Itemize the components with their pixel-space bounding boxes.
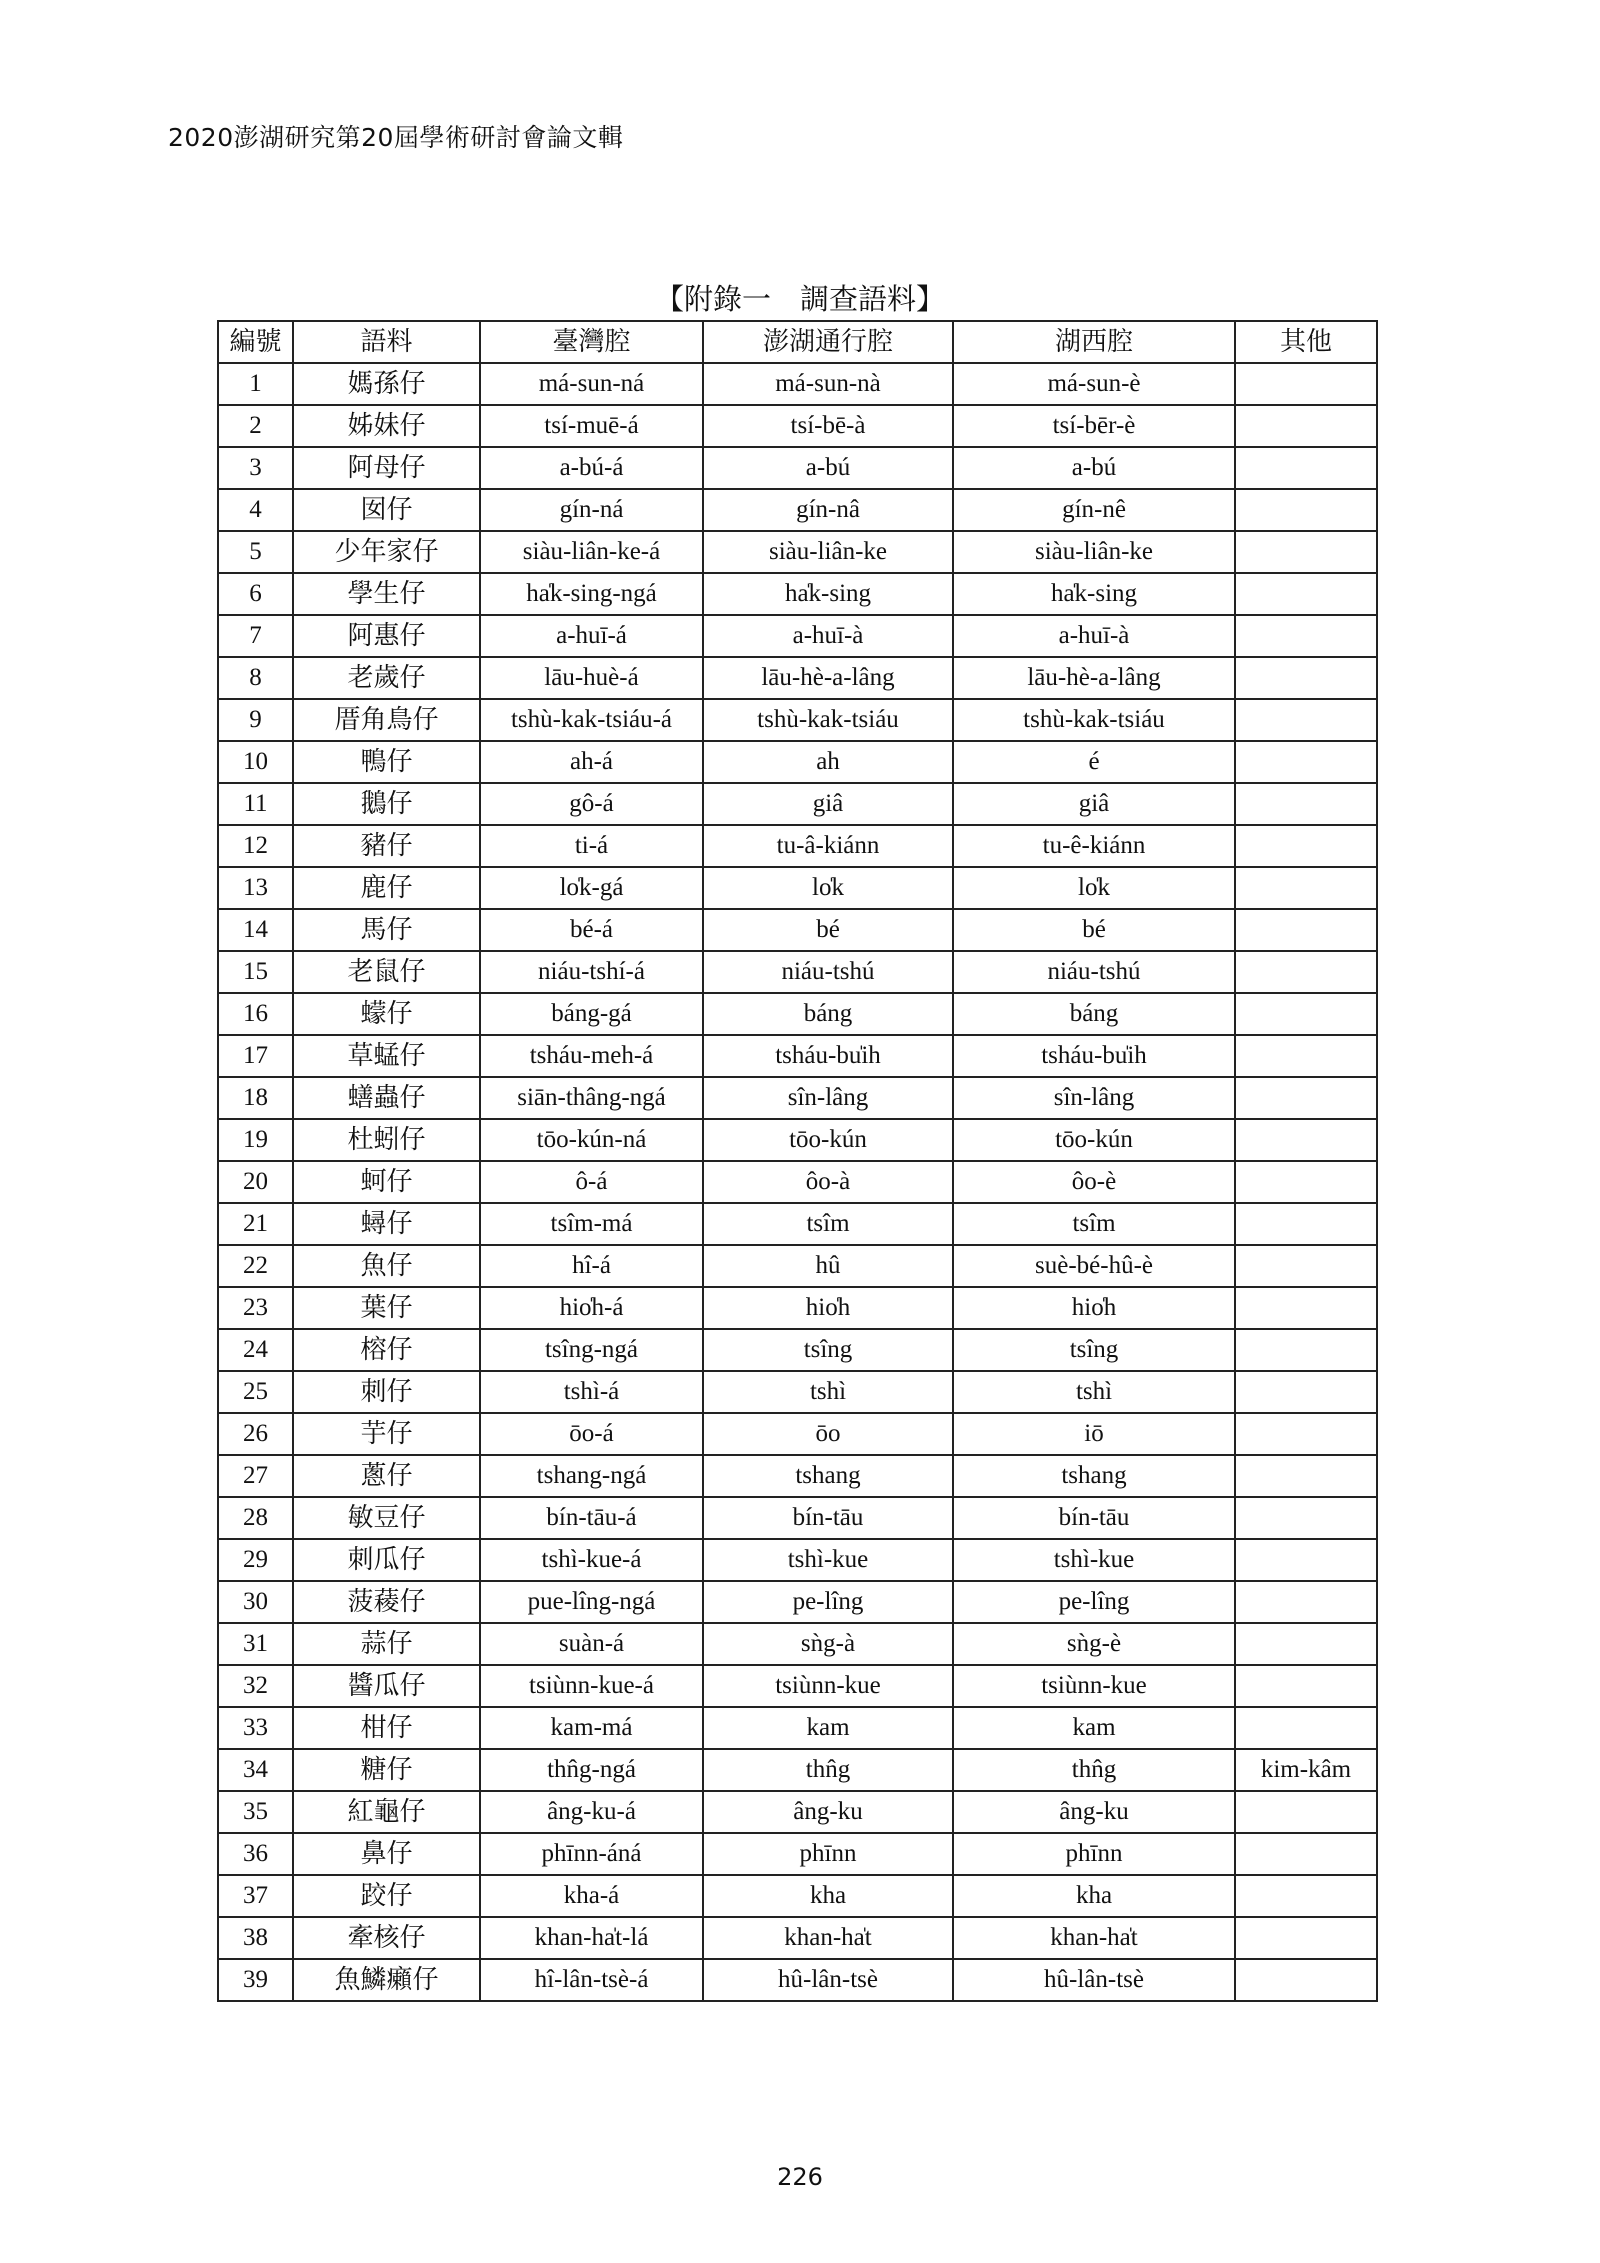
penghu-common-accent-cell: tshang <box>703 1455 953 1497</box>
huxi-accent-cell: tshang <box>953 1455 1235 1497</box>
table-row <box>218 1833 1377 1875</box>
row-number-cell: 8 <box>218 657 293 699</box>
word-cell: 跤仔 <box>293 1875 480 1917</box>
taiwan-accent-cell: tshù-kak-tsiáu-á <box>480 699 703 741</box>
row-number-cell: 33 <box>218 1707 293 1749</box>
penghu-common-accent-cell: ah <box>703 741 953 783</box>
table-row <box>218 489 1377 531</box>
other-cell <box>1235 1581 1377 1623</box>
taiwan-accent-cell: tshang-ngá <box>480 1455 703 1497</box>
penghu-common-accent-cell: sîn-lâng <box>703 1077 953 1119</box>
taiwan-accent-cell: ah-á <box>480 741 703 783</box>
taiwan-accent-cell: tsîm-má <box>480 1203 703 1245</box>
word-cell: 刺仔 <box>293 1371 480 1413</box>
row-number-cell: 4 <box>218 489 293 531</box>
word-cell: 牽核仔 <box>293 1917 480 1959</box>
other-cell <box>1235 1077 1377 1119</box>
huxi-accent-cell: khan-ha̍t <box>953 1917 1235 1959</box>
row-number-cell: 2 <box>218 405 293 447</box>
huxi-accent-cell: má-sun-è <box>953 363 1235 405</box>
table-row <box>218 867 1377 909</box>
penghu-common-accent-cell: giâ <box>703 783 953 825</box>
taiwan-accent-cell: bé-á <box>480 909 703 951</box>
other-cell <box>1235 1665 1377 1707</box>
penghu-common-accent-cell: niáu-tshú <box>703 951 953 993</box>
huxi-accent-cell: tshì-kue <box>953 1539 1235 1581</box>
penghu-common-accent-cell: a-huī-à <box>703 615 953 657</box>
penghu-common-accent-cell: bín-tāu <box>703 1497 953 1539</box>
taiwan-accent-cell: siān-thâng-ngá <box>480 1077 703 1119</box>
huxi-accent-cell: ôo-è <box>953 1161 1235 1203</box>
row-number-cell: 3 <box>218 447 293 489</box>
word-cell: 豬仔 <box>293 825 480 867</box>
column-header-penghu-common-accent: 澎湖通行腔 <box>703 321 953 363</box>
other-cell <box>1235 531 1377 573</box>
huxi-accent-cell: bín-tāu <box>953 1497 1235 1539</box>
huxi-accent-cell: tsîm <box>953 1203 1235 1245</box>
row-number-cell: 31 <box>218 1623 293 1665</box>
huxi-accent-cell: âng-ku <box>953 1791 1235 1833</box>
table-row <box>218 447 1377 489</box>
table-row <box>218 1119 1377 1161</box>
other-cell <box>1235 489 1377 531</box>
huxi-accent-cell: lo̍k <box>953 867 1235 909</box>
word-cell: 囡仔 <box>293 489 480 531</box>
column-header-id: 編號 <box>218 321 293 363</box>
row-number-cell: 15 <box>218 951 293 993</box>
table-title: 【附錄一 調查語料】 <box>654 282 945 316</box>
word-cell: 少年家仔 <box>293 531 480 573</box>
penghu-common-accent-cell: má-sun-nà <box>703 363 953 405</box>
other-cell <box>1235 1497 1377 1539</box>
word-cell: 厝角鳥仔 <box>293 699 480 741</box>
penghu-common-accent-cell: khan-ha̍t <box>703 1917 953 1959</box>
table-row <box>218 993 1377 1035</box>
table-row <box>218 1749 1377 1791</box>
huxi-accent-cell: a-bú <box>953 447 1235 489</box>
huxi-accent-cell: tshù-kak-tsiáu <box>953 699 1235 741</box>
penghu-common-accent-cell: tsîm <box>703 1203 953 1245</box>
row-number-cell: 5 <box>218 531 293 573</box>
row-number-cell: 26 <box>218 1413 293 1455</box>
taiwan-accent-cell: thn̂g-ngá <box>480 1749 703 1791</box>
table-row <box>218 1413 1377 1455</box>
penghu-common-accent-cell: thn̂g <box>703 1749 953 1791</box>
row-number-cell: 24 <box>218 1329 293 1371</box>
table-row <box>218 1581 1377 1623</box>
penghu-common-accent-cell: tsîng <box>703 1329 953 1371</box>
word-cell: 蔥仔 <box>293 1455 480 1497</box>
penghu-common-accent-cell: lo̍k <box>703 867 953 909</box>
other-cell <box>1235 363 1377 405</box>
row-number-cell: 16 <box>218 993 293 1035</box>
other-cell <box>1235 1413 1377 1455</box>
taiwan-accent-cell: ô-á <box>480 1161 703 1203</box>
huxi-accent-cell: ha̍k-sing <box>953 573 1235 615</box>
huxi-accent-cell: giâ <box>953 783 1235 825</box>
row-number-cell: 32 <box>218 1665 293 1707</box>
other-cell <box>1235 867 1377 909</box>
column-header-word: 語料 <box>293 321 480 363</box>
huxi-accent-cell: iō <box>953 1413 1235 1455</box>
taiwan-accent-cell: tshì-kue-á <box>480 1539 703 1581</box>
table-row <box>218 1791 1377 1833</box>
row-number-cell: 27 <box>218 1455 293 1497</box>
taiwan-accent-cell: tsîng-ngá <box>480 1329 703 1371</box>
word-cell: 阿母仔 <box>293 447 480 489</box>
penghu-common-accent-cell: tōo-kún <box>703 1119 953 1161</box>
row-number-cell: 13 <box>218 867 293 909</box>
penghu-common-accent-cell: tshì <box>703 1371 953 1413</box>
taiwan-accent-cell: kha-á <box>480 1875 703 1917</box>
word-cell: 學生仔 <box>293 573 480 615</box>
word-cell: 敏豆仔 <box>293 1497 480 1539</box>
penghu-common-accent-cell: ôo-à <box>703 1161 953 1203</box>
huxi-accent-cell: tsîng <box>953 1329 1235 1371</box>
word-cell: 菠薐仔 <box>293 1581 480 1623</box>
row-number-cell: 28 <box>218 1497 293 1539</box>
penghu-common-accent-cell: phīnn <box>703 1833 953 1875</box>
word-cell: 蟳仔 <box>293 1203 480 1245</box>
huxi-accent-cell: siàu-liân-ke <box>953 531 1235 573</box>
taiwan-accent-cell: tsiùnn-kue-á <box>480 1665 703 1707</box>
other-cell <box>1235 447 1377 489</box>
taiwan-accent-cell: ti-á <box>480 825 703 867</box>
other-cell <box>1235 909 1377 951</box>
row-number-cell: 29 <box>218 1539 293 1581</box>
taiwan-accent-cell: gín-ná <box>480 489 703 531</box>
row-number-cell: 11 <box>218 783 293 825</box>
taiwan-accent-cell: a-huī-á <box>480 615 703 657</box>
row-number-cell: 25 <box>218 1371 293 1413</box>
row-number-cell: 38 <box>218 1917 293 1959</box>
word-cell: 蠓仔 <box>293 993 480 1035</box>
column-header-other: 其他 <box>1235 321 1377 363</box>
table-row <box>218 1959 1377 2001</box>
column-header-taiwan-accent: 臺灣腔 <box>480 321 703 363</box>
other-cell <box>1235 1455 1377 1497</box>
table-row <box>218 1371 1377 1413</box>
word-cell: 蚵仔 <box>293 1161 480 1203</box>
table-row <box>218 1329 1377 1371</box>
huxi-accent-cell: pe-lîng <box>953 1581 1235 1623</box>
other-cell <box>1235 993 1377 1035</box>
word-cell: 魚鱗癩仔 <box>293 1959 480 2001</box>
other-cell <box>1235 573 1377 615</box>
other-cell <box>1235 405 1377 447</box>
page-number: 226 <box>777 2163 823 2191</box>
taiwan-accent-cell: ōo-á <box>480 1413 703 1455</box>
penghu-common-accent-cell: tshù-kak-tsiáu <box>703 699 953 741</box>
penghu-common-accent-cell: tsí-bē-à <box>703 405 953 447</box>
taiwan-accent-cell: niáu-tshí-á <box>480 951 703 993</box>
huxi-accent-cell: tsháu-bu̍ih <box>953 1035 1235 1077</box>
table-row <box>218 951 1377 993</box>
taiwan-accent-cell: a-bú-á <box>480 447 703 489</box>
taiwan-accent-cell: hio̍h-á <box>480 1287 703 1329</box>
other-cell <box>1235 1539 1377 1581</box>
huxi-accent-cell: tu-ê-kiánn <box>953 825 1235 867</box>
word-cell: 刺瓜仔 <box>293 1539 480 1581</box>
table-row <box>218 531 1377 573</box>
taiwan-accent-cell: báng-gá <box>480 993 703 1035</box>
taiwan-accent-cell: tōo-kún-ná <box>480 1119 703 1161</box>
row-number-cell: 1 <box>218 363 293 405</box>
table-body <box>218 363 1377 2001</box>
table-row <box>218 657 1377 699</box>
other-cell <box>1235 1875 1377 1917</box>
penghu-common-accent-cell: tu-â-kiánn <box>703 825 953 867</box>
row-number-cell: 37 <box>218 1875 293 1917</box>
taiwan-accent-cell: khan-ha̍t-lá <box>480 1917 703 1959</box>
table-row <box>218 1497 1377 1539</box>
huxi-accent-cell: tsiùnn-kue <box>953 1665 1235 1707</box>
word-cell: 蒜仔 <box>293 1623 480 1665</box>
other-cell <box>1235 1791 1377 1833</box>
other-cell: kim-kâm <box>1235 1749 1377 1791</box>
row-number-cell: 39 <box>218 1959 293 2001</box>
word-cell: 鹿仔 <box>293 867 480 909</box>
huxi-accent-cell: phīnn <box>953 1833 1235 1875</box>
taiwan-accent-cell: pue-lîng-ngá <box>480 1581 703 1623</box>
huxi-accent-cell: tsí-bēr-è <box>953 405 1235 447</box>
table-row <box>218 1035 1377 1077</box>
word-cell: 蟮蟲仔 <box>293 1077 480 1119</box>
word-cell: 芋仔 <box>293 1413 480 1455</box>
penghu-common-accent-cell: a-bú <box>703 447 953 489</box>
table-row <box>218 573 1377 615</box>
word-cell: 柑仔 <box>293 1707 480 1749</box>
penghu-common-accent-cell: tsháu-bu̍ih <box>703 1035 953 1077</box>
word-cell: 媽孫仔 <box>293 363 480 405</box>
table-row <box>218 1707 1377 1749</box>
word-cell: 葉仔 <box>293 1287 480 1329</box>
column-header-huxi-accent: 湖西腔 <box>953 321 1235 363</box>
huxi-accent-cell: niáu-tshú <box>953 951 1235 993</box>
row-number-cell: 14 <box>218 909 293 951</box>
row-number-cell: 36 <box>218 1833 293 1875</box>
word-cell: 杜蚓仔 <box>293 1119 480 1161</box>
word-cell: 醬瓜仔 <box>293 1665 480 1707</box>
row-number-cell: 18 <box>218 1077 293 1119</box>
other-cell <box>1235 951 1377 993</box>
word-cell: 老鼠仔 <box>293 951 480 993</box>
table-header <box>218 321 1377 363</box>
row-number-cell: 10 <box>218 741 293 783</box>
table-row <box>218 1917 1377 1959</box>
taiwan-accent-cell: ha̍k-sing-ngá <box>480 573 703 615</box>
word-cell: 紅龜仔 <box>293 1791 480 1833</box>
row-number-cell: 9 <box>218 699 293 741</box>
running-header: 2020澎湖研究第20屆學術研討會論文輯 <box>168 123 624 152</box>
penghu-common-accent-cell: hû-lân-tsè <box>703 1959 953 2001</box>
other-cell <box>1235 657 1377 699</box>
other-cell <box>1235 1287 1377 1329</box>
table-row <box>218 1665 1377 1707</box>
table-row <box>218 1287 1377 1329</box>
table-row <box>218 783 1377 825</box>
taiwan-accent-cell: lāu-huè-á <box>480 657 703 699</box>
penghu-common-accent-cell: hû <box>703 1245 953 1287</box>
huxi-accent-cell: lāu-hè-a-lâng <box>953 657 1235 699</box>
word-cell: 老歲仔 <box>293 657 480 699</box>
taiwan-accent-cell: siàu-liân-ke-á <box>480 531 703 573</box>
huxi-accent-cell: a-huī-à <box>953 615 1235 657</box>
other-cell <box>1235 1035 1377 1077</box>
penghu-common-accent-cell: pe-lîng <box>703 1581 953 1623</box>
table-row <box>218 1875 1377 1917</box>
word-cell: 魚仔 <box>293 1245 480 1287</box>
huxi-accent-cell: kam <box>953 1707 1235 1749</box>
taiwan-accent-cell: hî-lân-tsè-á <box>480 1959 703 2001</box>
row-number-cell: 6 <box>218 573 293 615</box>
huxi-accent-cell: bé <box>953 909 1235 951</box>
other-cell <box>1235 1119 1377 1161</box>
taiwan-accent-cell: tshì-á <box>480 1371 703 1413</box>
table-row <box>218 741 1377 783</box>
huxi-accent-cell: thn̂g <box>953 1749 1235 1791</box>
table-row <box>218 363 1377 405</box>
huxi-accent-cell: é <box>953 741 1235 783</box>
other-cell <box>1235 1161 1377 1203</box>
header-row <box>218 321 1377 363</box>
taiwan-accent-cell: bín-tāu-á <box>480 1497 703 1539</box>
taiwan-accent-cell: phīnn-áná <box>480 1833 703 1875</box>
huxi-accent-cell: tshì <box>953 1371 1235 1413</box>
huxi-accent-cell: hû-lân-tsè <box>953 1959 1235 2001</box>
table-row <box>218 1623 1377 1665</box>
penghu-common-accent-cell: tsiùnn-kue <box>703 1665 953 1707</box>
huxi-accent-cell: hio̍h <box>953 1287 1235 1329</box>
taiwan-accent-cell: lo̍k-gá <box>480 867 703 909</box>
other-cell <box>1235 1917 1377 1959</box>
penghu-common-accent-cell: tshì-kue <box>703 1539 953 1581</box>
other-cell <box>1235 1203 1377 1245</box>
table-row <box>218 1455 1377 1497</box>
table-row <box>218 1539 1377 1581</box>
other-cell <box>1235 615 1377 657</box>
huxi-accent-cell: tōo-kún <box>953 1119 1235 1161</box>
penghu-common-accent-cell: ōo <box>703 1413 953 1455</box>
penghu-common-accent-cell: ha̍k-sing <box>703 573 953 615</box>
huxi-accent-cell: sîn-lâng <box>953 1077 1235 1119</box>
table-row <box>218 1077 1377 1119</box>
penghu-common-accent-cell: báng <box>703 993 953 1035</box>
row-number-cell: 35 <box>218 1791 293 1833</box>
penghu-common-accent-cell: gín-nâ <box>703 489 953 531</box>
row-number-cell: 34 <box>218 1749 293 1791</box>
huxi-accent-cell: sǹg-è <box>953 1623 1235 1665</box>
penghu-common-accent-cell: siàu-liân-ke <box>703 531 953 573</box>
huxi-accent-cell: báng <box>953 993 1235 1035</box>
row-number-cell: 30 <box>218 1581 293 1623</box>
word-cell: 糖仔 <box>293 1749 480 1791</box>
other-cell <box>1235 825 1377 867</box>
taiwan-accent-cell: suàn-á <box>480 1623 703 1665</box>
word-cell: 馬仔 <box>293 909 480 951</box>
huxi-accent-cell: gín-nê <box>953 489 1235 531</box>
word-cell: 鵝仔 <box>293 783 480 825</box>
table-row <box>218 1203 1377 1245</box>
taiwan-accent-cell: kam-má <box>480 1707 703 1749</box>
penghu-common-accent-cell: kam <box>703 1707 953 1749</box>
row-number-cell: 23 <box>218 1287 293 1329</box>
taiwan-accent-cell: gô-á <box>480 783 703 825</box>
taiwan-accent-cell: âng-ku-á <box>480 1791 703 1833</box>
other-cell <box>1235 1623 1377 1665</box>
table-row <box>218 699 1377 741</box>
table-row <box>218 1161 1377 1203</box>
table-row <box>218 825 1377 867</box>
penghu-common-accent-cell: bé <box>703 909 953 951</box>
table-row <box>218 405 1377 447</box>
other-cell <box>1235 1371 1377 1413</box>
huxi-accent-cell: kha <box>953 1875 1235 1917</box>
taiwan-accent-cell: hî-á <box>480 1245 703 1287</box>
other-cell <box>1235 741 1377 783</box>
other-cell <box>1235 1329 1377 1371</box>
penghu-common-accent-cell: lāu-hè-a-lâng <box>703 657 953 699</box>
other-cell <box>1235 783 1377 825</box>
row-number-cell: 17 <box>218 1035 293 1077</box>
table-row <box>218 615 1377 657</box>
table-row <box>218 1245 1377 1287</box>
row-number-cell: 22 <box>218 1245 293 1287</box>
row-number-cell: 20 <box>218 1161 293 1203</box>
taiwan-accent-cell: tsháu-meh-á <box>480 1035 703 1077</box>
corpus-table <box>217 320 1378 2002</box>
row-number-cell: 7 <box>218 615 293 657</box>
word-cell: 阿惠仔 <box>293 615 480 657</box>
word-cell: 榕仔 <box>293 1329 480 1371</box>
word-cell: 草蜢仔 <box>293 1035 480 1077</box>
other-cell <box>1235 1707 1377 1749</box>
other-cell <box>1235 1833 1377 1875</box>
row-number-cell: 12 <box>218 825 293 867</box>
row-number-cell: 21 <box>218 1203 293 1245</box>
penghu-common-accent-cell: sǹg-à <box>703 1623 953 1665</box>
word-cell: 鴨仔 <box>293 741 480 783</box>
huxi-accent-cell: suè-bé-hû-è <box>953 1245 1235 1287</box>
penghu-common-accent-cell: âng-ku <box>703 1791 953 1833</box>
taiwan-accent-cell: má-sun-ná <box>480 363 703 405</box>
taiwan-accent-cell: tsí-muē-á <box>480 405 703 447</box>
other-cell <box>1235 1959 1377 2001</box>
word-cell: 姊妹仔 <box>293 405 480 447</box>
penghu-common-accent-cell: kha <box>703 1875 953 1917</box>
table-row <box>218 909 1377 951</box>
other-cell <box>1235 1245 1377 1287</box>
row-number-cell: 19 <box>218 1119 293 1161</box>
word-cell: 鼻仔 <box>293 1833 480 1875</box>
other-cell <box>1235 699 1377 741</box>
penghu-common-accent-cell: hio̍h <box>703 1287 953 1329</box>
